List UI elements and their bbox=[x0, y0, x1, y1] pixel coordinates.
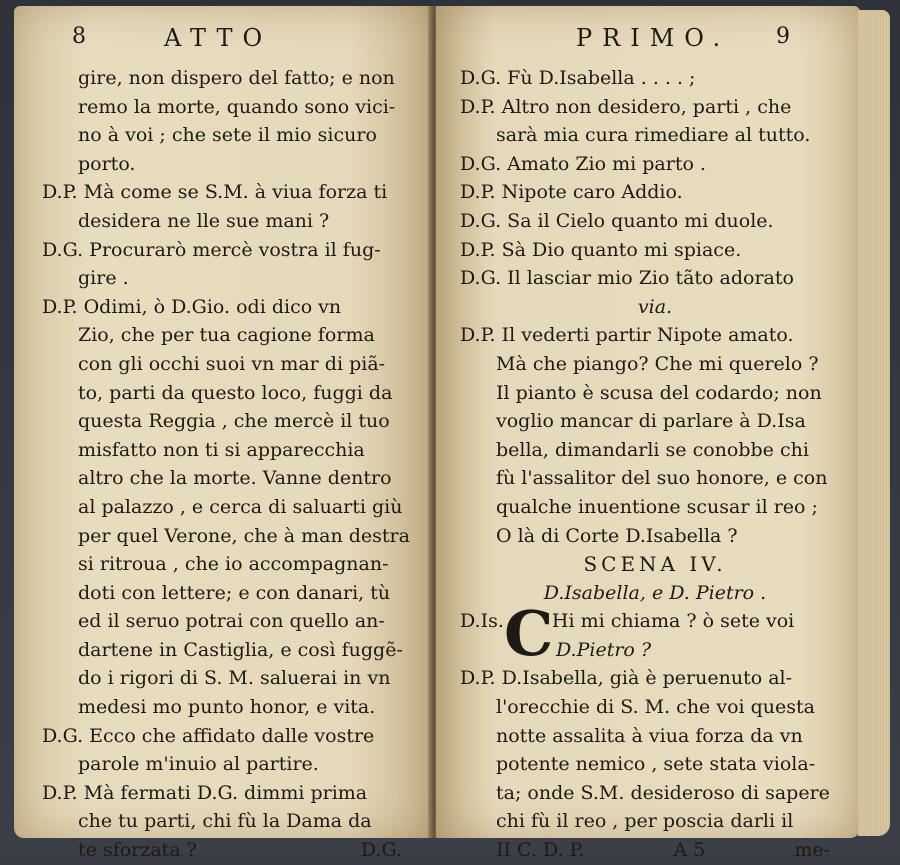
text-line: medesi mo punto honor, e vita. bbox=[78, 696, 376, 719]
text-line: ed il seruo potrai con quello an- bbox=[78, 610, 385, 633]
catchword: me- bbox=[794, 839, 830, 862]
text-line: l'orecchie di S. M. che voi questa bbox=[496, 696, 815, 719]
text-line: via. bbox=[637, 295, 673, 318]
signature-line bbox=[460, 836, 850, 865]
text-line: remo la morte, quando sono vici- bbox=[78, 95, 396, 118]
signature-mark: A 5 bbox=[673, 839, 706, 862]
left-page-number: 8 bbox=[72, 24, 86, 49]
text-line: no à voi ; che sete il mio sicuro bbox=[78, 124, 377, 147]
text-line: D.G. Amato Zio mi parto . bbox=[460, 152, 706, 175]
text-line: desidera ne lle sue mani ? bbox=[78, 209, 330, 232]
catchword: D.G. bbox=[360, 839, 402, 862]
page-edges bbox=[858, 10, 890, 836]
text-line: D.Isabella, e D. Pietro . bbox=[543, 581, 767, 604]
text-line: che tu parti, chi fù la Dama da bbox=[78, 810, 372, 833]
right-page-number: 9 bbox=[776, 24, 790, 49]
text-line: chi fù il reo , per poscia darli il bbox=[496, 810, 794, 833]
text-line: D.G. Procurarò mercè vostra il fug- bbox=[42, 238, 381, 261]
text-line: O là di Corte D.Isabella ? bbox=[496, 524, 738, 547]
text-line: D.P. Mà come se S.M. à viua forza ti bbox=[42, 181, 388, 204]
right-text-block bbox=[460, 64, 850, 865]
text-line: bella, dimandarli se conobbe chi bbox=[496, 438, 809, 461]
text-line: misfatto non ti si apparecchia bbox=[78, 438, 365, 461]
text-line: D.P. Il vederti partir Nipote amato. bbox=[460, 324, 794, 347]
right-running-header: PRIMO. bbox=[576, 24, 731, 52]
text-line: D.G. Il lasciar mio Zio tãto adorato bbox=[460, 267, 794, 290]
text-line: notte assalita à viua forza da vn bbox=[496, 724, 803, 747]
dropcap-text-1: Hi mi chiama ? ò sete voi bbox=[551, 610, 795, 633]
text-line: Zio, che per tua cagione forma bbox=[78, 324, 375, 347]
text-line: sarà mia cura rimediare al tutto. bbox=[496, 124, 811, 147]
text-line: voglio mancar di parlare à D.Isa bbox=[496, 410, 806, 433]
text-line: te sforzata ? bbox=[78, 839, 197, 862]
text-line: ta; onde S.M. desideroso di sapere bbox=[496, 781, 830, 804]
right-page bbox=[436, 6, 860, 862]
text-line: D.P. Altro non desidero, parti , che bbox=[460, 95, 792, 118]
left-running-header: ATTO bbox=[164, 24, 273, 52]
left-text-block bbox=[42, 64, 422, 865]
text-line: per quel Verone, che à man destra bbox=[78, 524, 410, 547]
text-line: questa Reggia , che mercè il tuo bbox=[78, 410, 390, 433]
text-line: D.P. Nipote caro Addio. bbox=[460, 181, 683, 204]
dropcap-line-2: D.Pietro ? bbox=[556, 638, 652, 661]
text-line: dartene in Castiglia, e così fuggẽ- bbox=[78, 638, 403, 661]
text-line: potente nemico , sete stata viola- bbox=[496, 753, 816, 776]
text-line: al palazzo , e cerca di saluarti giù bbox=[78, 495, 403, 518]
text-line: porto. bbox=[78, 152, 136, 175]
text-line: si ritroua , che io accompagnan- bbox=[78, 553, 389, 576]
text-line: fù l'assalitor del suo honore, e con bbox=[496, 467, 828, 490]
speaker-label: D.Is. bbox=[460, 610, 504, 633]
text-line: altro che la morte. Vanne dentro bbox=[78, 467, 392, 490]
text-line: to, parti da questo loco, fuggi da bbox=[78, 381, 393, 404]
text-line: doti con lettere; e con danari, tù bbox=[78, 581, 391, 604]
printer-mark: II C. D. P. bbox=[496, 839, 585, 862]
text-line: D.P. D.Isabella, già è peruenuto al- bbox=[460, 667, 793, 690]
text-line: Il pianto è scusa del codardo; non bbox=[496, 381, 822, 404]
text-line: gire . bbox=[78, 267, 129, 290]
text-line: D.G. Ecco che affidato dalle vostre bbox=[42, 724, 375, 747]
left-page bbox=[14, 6, 432, 862]
text-line: Mà che piango? Che mi querelo ? bbox=[496, 352, 819, 375]
text-line: gire, non dispero del fatto; e non bbox=[78, 67, 395, 89]
text-line: SCENA IV. bbox=[583, 552, 727, 577]
text-line: D.G. Sa il Cielo quanto mi duole. bbox=[460, 209, 774, 232]
text-line: D.P. Sà Dio quanto mi spiace. bbox=[460, 238, 742, 261]
text-line: do i rigori di S. M. saluerai in vn bbox=[78, 667, 391, 690]
text-line: parole m'inuio al partire. bbox=[78, 753, 319, 776]
text-line: con gli occhi suoi vn mar di piã- bbox=[78, 352, 386, 375]
drop-cap-letter: C bbox=[504, 597, 554, 671]
text-line: D.P. Mà fermati D.G. dimmi prima bbox=[42, 781, 368, 804]
text-line: D.P. Odimi, ò D.Gio. odi dico vn bbox=[42, 295, 342, 318]
text-line: qualche inuentione scusar il reo ; bbox=[496, 495, 818, 518]
text-line: D.G. Fù D.Isabella . . . . ; bbox=[460, 67, 696, 89]
